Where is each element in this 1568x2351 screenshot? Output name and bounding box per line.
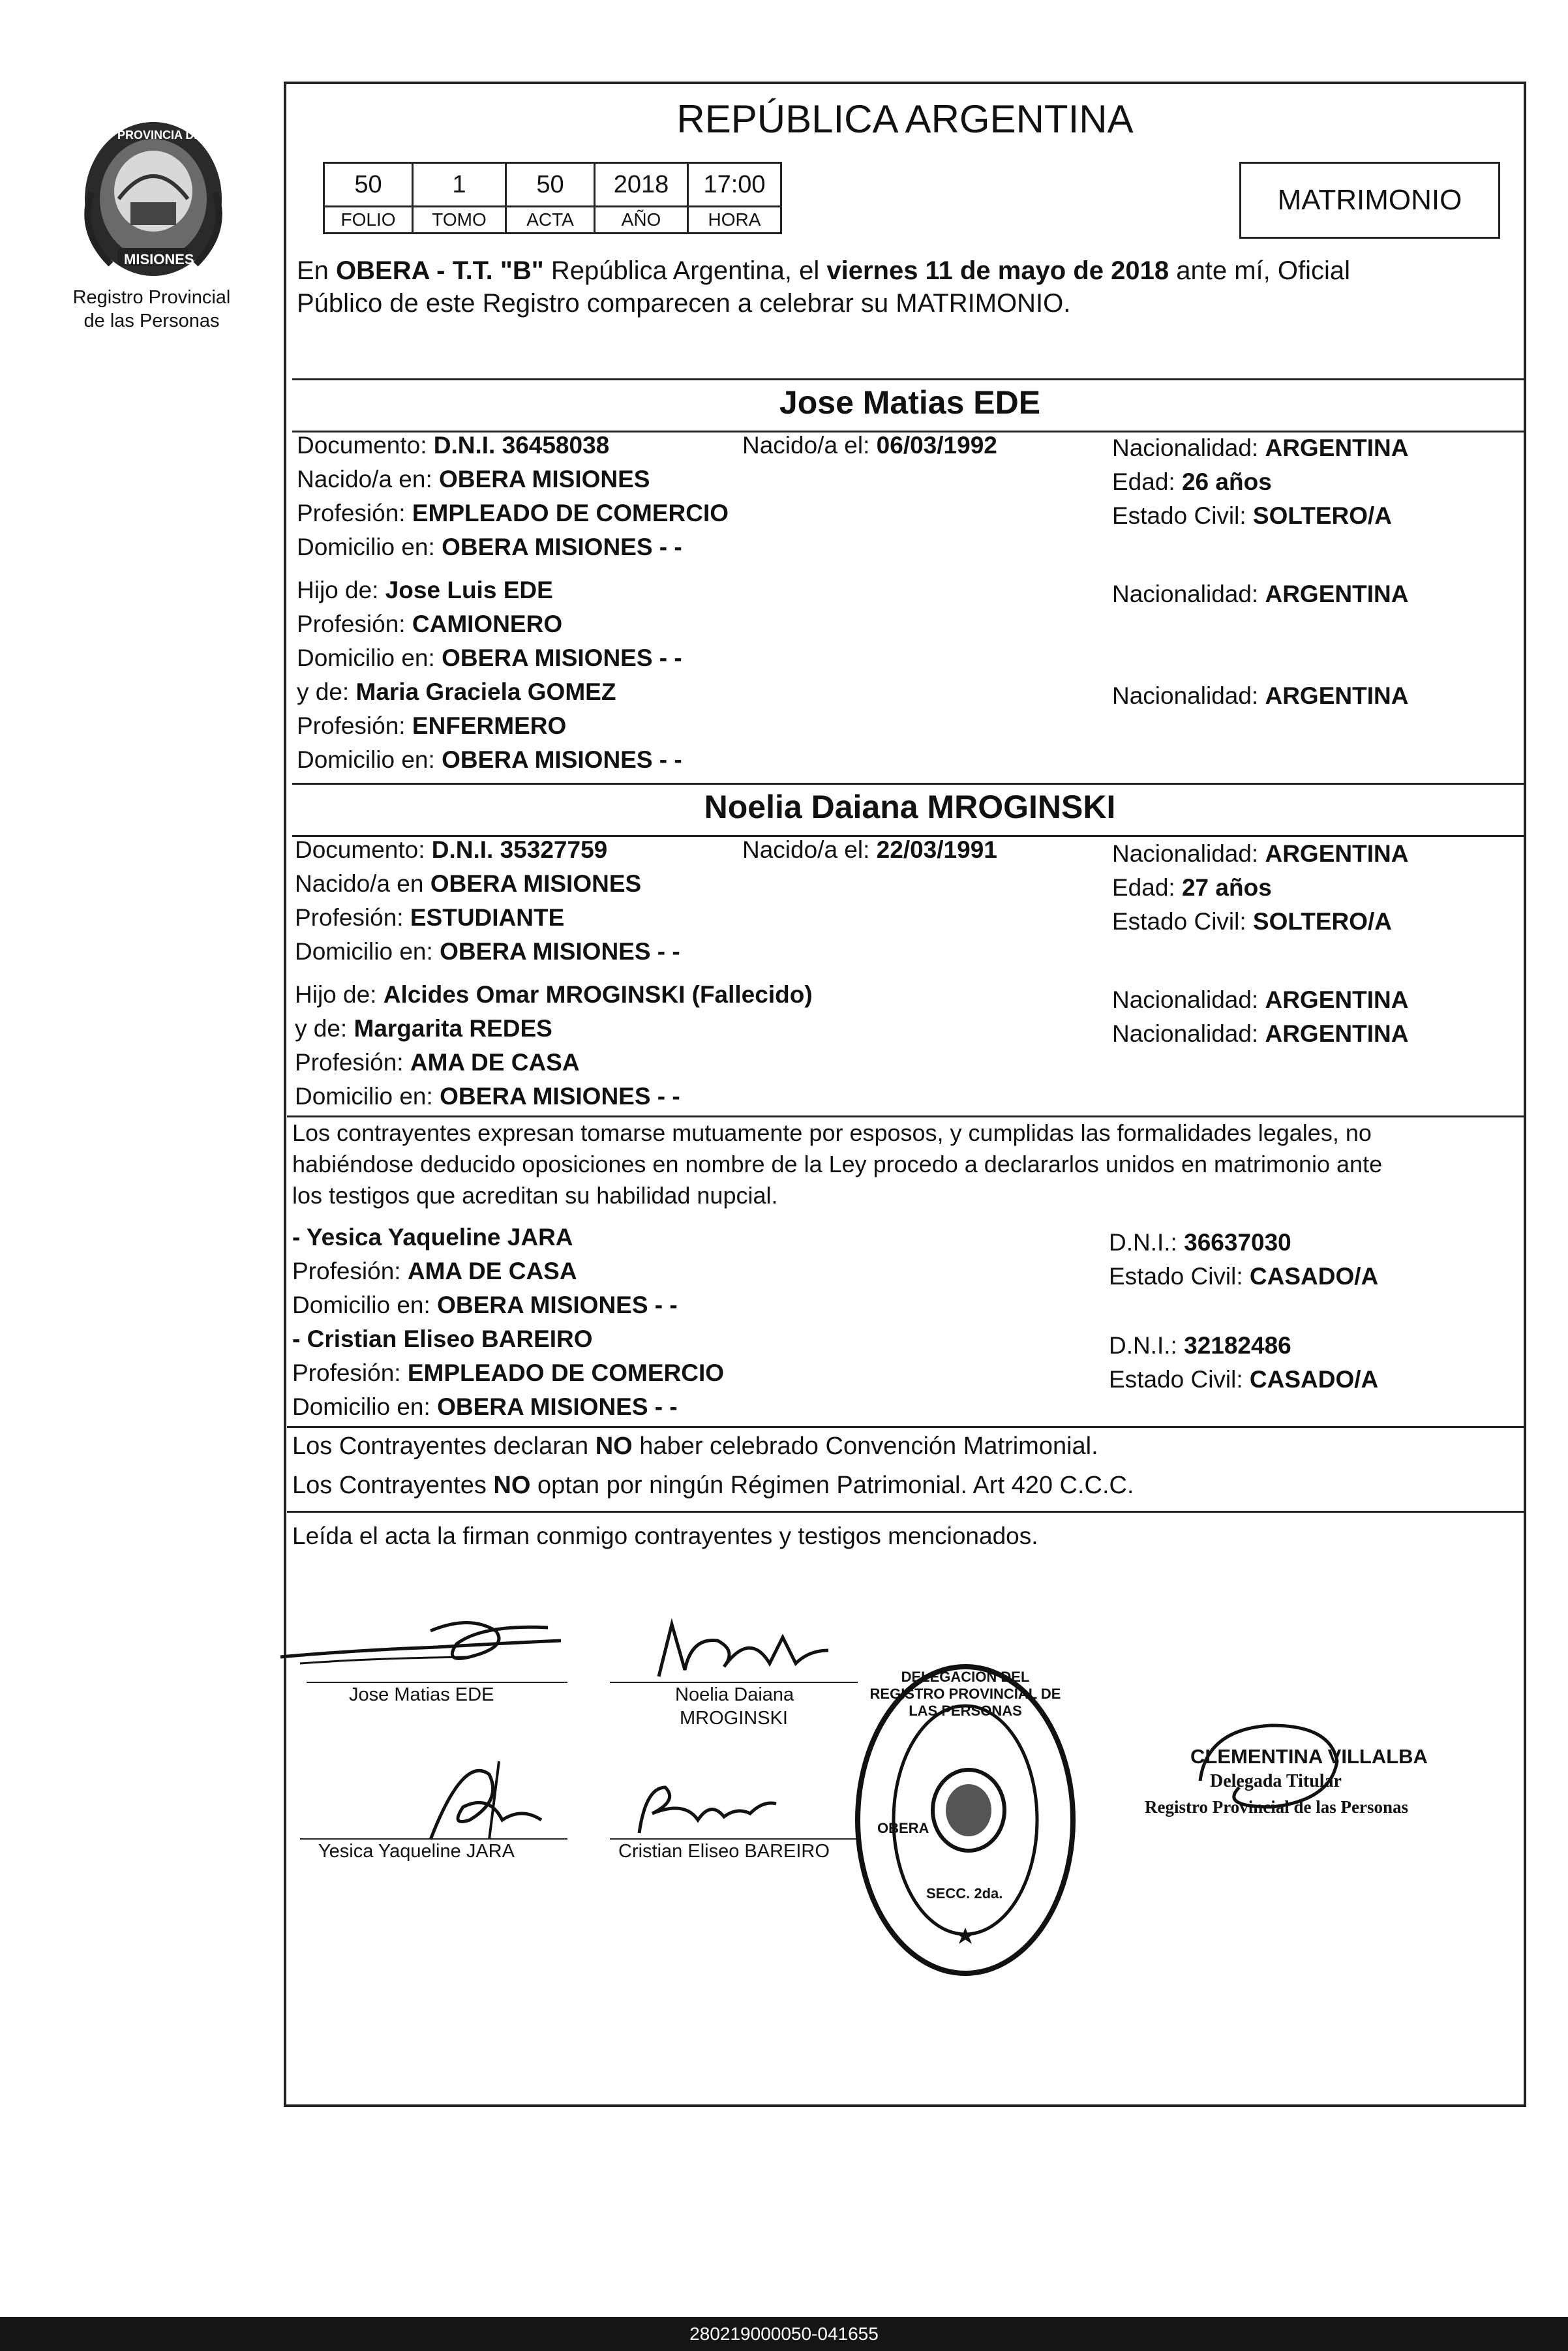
- party1-domicilio: Domicilio en: OBERA MISIONES - -: [297, 534, 682, 560]
- party1-mother-domicilio: Domicilio en: OBERA MISIONES - -: [297, 746, 682, 773]
- party2-name: Noelia Daiana MROGINSKI: [704, 789, 1116, 825]
- signature-3-caption: Yesica Yaqueline JARA: [318, 1841, 515, 1862]
- signature-2-caption-1: Noelia Daiana: [675, 1684, 794, 1705]
- official-registry: Registro Provincial de las Personas: [1145, 1797, 1408, 1817]
- witness2-dni: D.N.I.: 32182486: [1109, 1332, 1291, 1359]
- party1-nacido-en: Nacido/a en: OBERA MISIONES: [297, 466, 650, 493]
- signature-2-icon: [639, 1611, 848, 1690]
- official-name: CLEMENTINA VILLALBA: [1190, 1745, 1428, 1768]
- party2-nacionalidad: Nacionalidad: ARGENTINA: [1112, 840, 1409, 867]
- party2-mother-domicilio: Domicilio en: OBERA MISIONES - -: [295, 1083, 680, 1110]
- intro-line-2: Público de este Registro comparecen a celebrar su MATRIMONIO.: [297, 289, 1071, 318]
- acta-label: ACTA: [506, 207, 595, 234]
- document-id: 280219000050-041655: [689, 2324, 879, 2344]
- party2-mother-nacionalidad: Nacionalidad: ARGENTINA: [1112, 1020, 1409, 1047]
- convention-line-2: Los Contrayentes NO optan por ningún Régimen Patrimonial. Art 420 C.C.C.: [292, 1472, 1134, 1499]
- party1-estado-civil: Estado Civil: SOLTERO/A: [1112, 502, 1393, 529]
- witness1-dni: D.N.I.: 36637030: [1109, 1229, 1291, 1256]
- seal-text-top: PROVINCIA DE: [117, 129, 202, 142]
- signature-1-icon: [274, 1611, 574, 1683]
- declaration-line-2: habiéndose deducido oposiciones en nombre de la Ley procedo a declararlos unidos en matrimonio ante: [292, 1151, 1383, 1177]
- declaration-line-3: los testigos que acreditan su habilidad nupcial.: [292, 1182, 778, 1209]
- divider: [287, 1511, 1526, 1513]
- signature-line-1: [307, 1682, 567, 1683]
- party2-father: Hijo de: Alcides Omar MROGINSKI (Fallecido): [295, 981, 813, 1008]
- party1-father-domicilio: Domicilio en: OBERA MISIONES - -: [297, 645, 682, 671]
- witness1-profesion: Profesión: AMA DE CASA: [292, 1258, 577, 1284]
- party1-nacionalidad: Nacionalidad: ARGENTINA: [1112, 434, 1409, 461]
- registry-logo: [72, 114, 235, 284]
- party2-father-nacionalidad: Nacionalidad: ARGENTINA: [1112, 986, 1409, 1013]
- party1-mother-profesion: Profesión: ENFERMERO: [297, 712, 567, 739]
- divider: [292, 783, 1526, 785]
- party2-nacido-en: Nacido/a en OBERA MISIONES: [295, 870, 642, 897]
- divider: [287, 1426, 1526, 1428]
- seal-text-bottom: MISIONES: [124, 251, 194, 267]
- registry-table: [323, 162, 782, 234]
- party1-father-profesion: Profesión: CAMIONERO: [297, 611, 563, 637]
- logo-caption-1: Registro Provincial: [72, 287, 231, 308]
- logo-caption-2: de las Personas: [83, 311, 220, 331]
- witness2-estado-civil: Estado Civil: CASADO/A: [1109, 1366, 1379, 1393]
- hora-label: HORA: [688, 207, 781, 234]
- party2-profesion: Profesión: ESTUDIANTE: [295, 904, 565, 931]
- witness1-domicilio: Domicilio en: OBERA MISIONES - -: [292, 1292, 678, 1318]
- party2-nacido-el: Nacido/a el: 22/03/1991: [742, 836, 997, 863]
- witness1-name: - Yesica Yaqueline JARA: [292, 1224, 573, 1251]
- party2-estado-civil: Estado Civil: SOLTERO/A: [1112, 908, 1393, 935]
- signature-1-caption: Jose Matias EDE: [349, 1684, 494, 1705]
- divider: [287, 1115, 1526, 1117]
- country-title: REPÚBLICA ARGENTINA: [676, 97, 1134, 141]
- ano-label: AÑO: [595, 207, 688, 234]
- tomo-label: TOMO: [413, 207, 506, 234]
- party1-name: Jose Matias EDE: [779, 384, 1041, 421]
- official-title: Delegada Titular: [1210, 1771, 1342, 1791]
- act-type: MATRIMONIO: [1277, 184, 1462, 216]
- witness2-name: - Cristian Eliseo BAREIRO: [292, 1326, 593, 1352]
- signature-line-3: [300, 1838, 567, 1840]
- declaration-line-1: Los contrayentes expresan tomarse mutuamente por esposos, y cumplidas las formalidades legales, no: [292, 1119, 1372, 1146]
- stamp-inner-top: OBERA: [877, 1820, 929, 1836]
- party1-father: Hijo de: Jose Luis EDE: [297, 577, 553, 603]
- tomo-value: 1: [413, 163, 506, 207]
- witness1-estado-civil: Estado Civil: CASADO/A: [1109, 1263, 1379, 1290]
- party2-domicilio: Domicilio en: OBERA MISIONES - -: [295, 938, 680, 965]
- party2-mother-profesion: Profesión: AMA DE CASA: [295, 1049, 580, 1076]
- stamp-ring-text: DELEGACION DEL REGISTRO PROVINCIAL DE LAS PERSONAS: [869, 1669, 1061, 1719]
- party2-documento: Documento: D.N.I. 35327759: [295, 836, 608, 863]
- act-type-box: [1239, 162, 1500, 239]
- divider: [292, 378, 1526, 380]
- witness2-domicilio: Domicilio en: OBERA MISIONES - -: [292, 1393, 678, 1420]
- party1-mother-nacionalidad: Nacionalidad: ARGENTINA: [1112, 682, 1409, 709]
- convention-line-1: Los Contrayentes declaran NO haber celebrado Convención Matrimonial.: [292, 1433, 1098, 1460]
- party1-documento: Documento: D.N.I. 36458038: [297, 432, 610, 459]
- party1-profesion: Profesión: EMPLEADO DE COMERCIO: [297, 500, 729, 526]
- party2-mother: y de: Margarita REDES: [295, 1015, 552, 1042]
- witness2-profesion: Profesión: EMPLEADO DE COMERCIO: [292, 1359, 725, 1386]
- signature-line-4: [610, 1838, 858, 1840]
- document-id-bar: [0, 2317, 1568, 2351]
- intro-line-1: En OBERA - T.T. "B" República Argentina, el viernes 11 de mayo de 2018 ante mí, Oficial: [297, 256, 1351, 285]
- folio-label: FOLIO: [324, 207, 413, 234]
- signature-line-2: [610, 1682, 858, 1683]
- signature-4-icon: [626, 1774, 783, 1840]
- hora-value: 17:00: [688, 163, 781, 207]
- ano-value: 2018: [595, 163, 688, 207]
- folio-value: 50: [324, 163, 413, 207]
- party1-nacido-el: Nacido/a el: 06/03/1992: [742, 432, 997, 459]
- closing-text: Leída el acta la firman conmigo contrayentes y testigos mencionados.: [292, 1523, 1038, 1549]
- party1-father-nacionalidad: Nacionalidad: ARGENTINA: [1112, 581, 1409, 607]
- party1-edad: Edad: 26 años: [1112, 468, 1272, 495]
- stamp-inner-bottom: SECC. 2da.: [926, 1885, 1003, 1902]
- signature-3-icon: [391, 1748, 561, 1846]
- signature-2-caption-2: MROGINSKI: [680, 1708, 788, 1729]
- acta-value: 50: [506, 163, 595, 207]
- party2-edad: Edad: 27 años: [1112, 874, 1272, 901]
- signature-4-caption: Cristian Eliseo BAREIRO: [618, 1841, 830, 1862]
- party1-mother: y de: Maria Graciela GOMEZ: [297, 678, 616, 705]
